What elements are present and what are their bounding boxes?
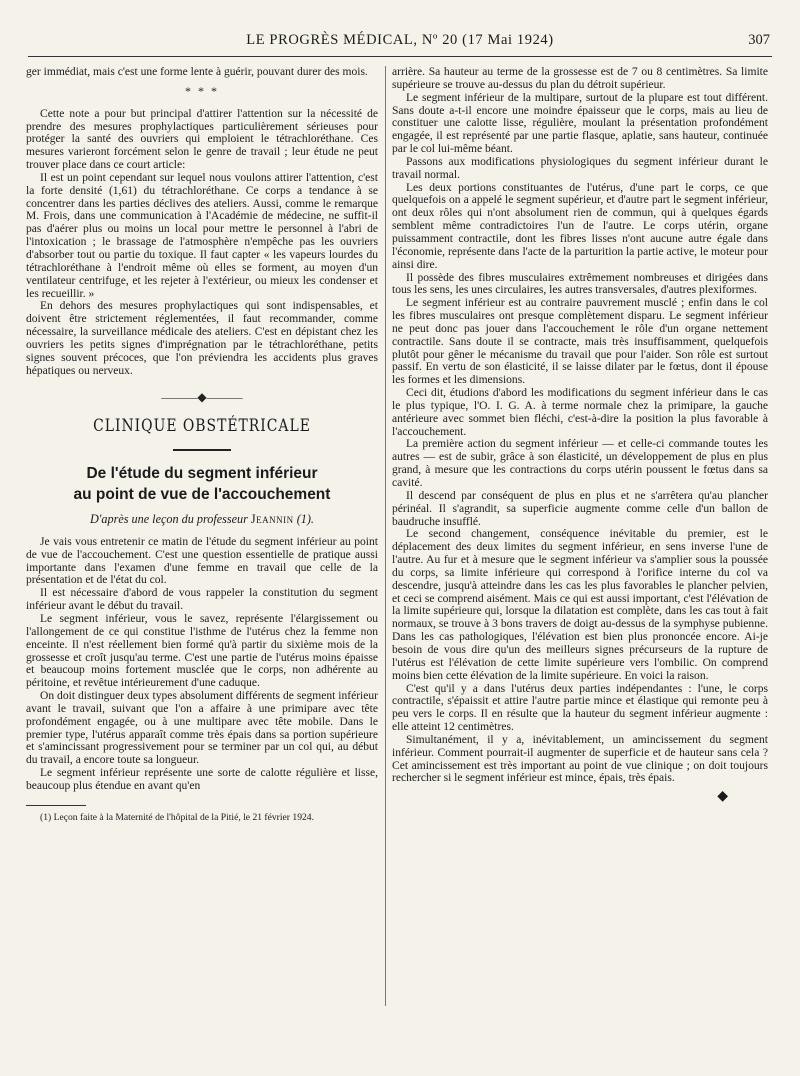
section-divider: ———◆——— (161, 390, 243, 405)
heading-rule (173, 449, 231, 451)
article-title-line-2: au point de vue de l'accouchement (73, 486, 331, 504)
paragraph: Il possède des fibres musculaires extrêmement nombreuses et dirigées dans tous les sens, les unes circulaires, les autres transversales, d'autres plexiformes. (392, 271, 768, 297)
article-title (26, 463, 378, 505)
paragraph: Il descend par conséquent de plus en plus et ne s'arrêtera qu'au plancher périnéal. Il s'agrandit, sa superficie augmente comme celle d'un ballon de baudruche insufflé. (392, 489, 768, 528)
paragraph: Il est nécessaire d'abord de vous rappeler la constitution du segment inférieur avant le début du travail. (26, 587, 378, 613)
paragraph: Cette note a pour but principal d'attirer l'attention sur la nécessité de prendre des mesures prophylactiques particulièrement sérieuses pour protéger la santé des ouvriers qui emploient le tétrachloréthane. Ces mesures varieront forcément selon le genre de travail ; leur étude ne peut trouver place dans ce court article: (26, 107, 378, 172)
paragraph: arrière. Sa hauteur au terme de la grossesse est de 7 ou 8 centimètres. Sa limite supérieure se trouve au-dessus du plan du détroit supérieur. (392, 66, 768, 91)
running-header (28, 30, 772, 57)
article-title-line-1: De l'étude du segment inférieur (86, 465, 318, 483)
paragraph: En dehors des mesures prophylactiques qui sont indispensables, et doivent être strictement réglementées, il faut recommander, comme nécessaire, la surveillance médicale des ateliers. C'est en dépistant chez les ouvriers les petits signes d'imprégnation par le tétrachloréthane, petits signes souvent précoces, que l'on préviendra les accidents plus graves hépatiques ou nerveux. (26, 300, 378, 377)
paragraph: Passons aux modifications physiologiques du segment inférieur durant le travail normal. (392, 155, 768, 181)
author-name: Jeannin (250, 512, 294, 527)
section-stars: * * * (185, 83, 219, 98)
page-number: 307 (748, 32, 770, 48)
byline-suffix: (1). (296, 512, 314, 527)
paragraph: Le segment inférieur est au contraire pauvrement musclé ; enfin dans le col les fibres musculaires ont presque complètement disparu. Le segment inférieur ne peut donc pas jouer dans l'accouchement le rôle d'un organe nettement contractile. Sans doute il se contracte, mais très insuffisamment, quelquefois plutôt pour gêner le mécanisme du travail que pour l'aider. Son rôle est surtout passif. En vertu de son élasticité, il se laisse dilater par le fœtus, dont il épouse les formes et les dimensions. (392, 297, 768, 387)
paragraph: On doit distinguer deux types absolument différents de segment inférieur avant le travail, suivant que l'on a affaire à une primipare avec tête profondément engagée, ou à une multipare avec tête mobile. Dans le premier type, l'utérus apparaît comme très épais dans sa portion supérieure et s'amincissant progressivement pour se terminer par un col qui, au début du travail, a encore toute sa longueur. (26, 690, 378, 767)
byline (26, 513, 378, 526)
paragraph: Le segment inférieur de la multipare, surtout de la plupare est tout différent. Sans doute a-t-il encore une moindre épaisseur que le corps, mais au lieu de constituer une calotte lisse, régulière, moulant la présentation profondément engagée, il est représenté par une partie flasque, aplatie, sans hauteur, continuée par le col lui-même béant. (392, 91, 768, 156)
paragraph: Le segment inférieur, vous le savez, représente l'élargissement ou l'allongement de ce qui constitue l'isthme de l'utérus chez la femme non enceinte. Il n'est réellement bien formé qu'à partir du sixième mois de la grossesse et croît jusqu'au terme. C'est une partie de l'utérus moins épaisse et beaucoup moins fortement musclée que le corps, non adhérente au péritoine, et revêtue intérieurement d'une caduque. (26, 613, 378, 690)
left-column (26, 66, 378, 823)
right-column (392, 66, 768, 804)
journal-title: LE PROGRÈS MÉDICAL, Nº 20 (17 Mai 1924) (246, 32, 554, 48)
end-ornament: ◆ (717, 789, 728, 805)
paragraph: Simultanément, il y a, inévitablement, un amincissement du segment inférieur. Comment pourrait-il augmenter de superficie et de hauteur sans cela ? Cet amincissement est très important au point de vue clinique ; on doit toujours rechercher si le segment inférieur est mince, épais, très épais. (392, 733, 768, 785)
footnote: (1) Leçon faite à la Maternité de l'hôpital de la Pitié, le 21 février 1924. (40, 811, 314, 823)
paragraph: Le segment inférieur représente une sorte de calotte régulière et lisse, beaucoup plus étendue en avant qu'en (26, 767, 378, 792)
section-heading: CLINIQUE OBSTÉTRICALE (93, 416, 311, 437)
paragraph: Le second changement, conséquence inévitable du premier, est le déplacement des deux limites du segment inférieur, en sens inverse l'une de l'autre. Au fur et à mesure que le segment inférieur va s'amplier sous la poussée du corps, sa limite inférieure qui correspond à l'orifice interne du col va descendre, jusqu'à atteindre dans les cas les plus favorables le plancher pelvien, et ceci se comprend aisément. Mais ce qui est aussi important, c'est l'élévation de la limite supérieure qui, lorsque la dilatation est complète, dans les cas tout à fait normaux, se trouve à 3 bons travers de doigt au-dessus de la symphyse pubienne. Dans les cas pathologiques, l'élévation est bien plus prononcée encore. Ai-je besoin de vous dire qu'un des meilleurs signes précurseurs de la rupture de l'utérus est l'élévation de cette limite supérieure vers l'ombilic. On comprend moins bien cette élévation de la limite supérieure. En voici la raison. (392, 528, 768, 682)
paragraph: Il est un point cependant sur lequel nous voulons attirer l'attention, c'est la forte densité (1,61) du tétrachloréthane. Ce corps a tendance à se concentrer dans les parties déclives des ateliers. Aussi, comme le remarque M. Frois, dans une communication à l'Académie de médecine, ne suffit-il pas d'aérer plus ou moins un local pour mettre le personnel à l'abri de l'intoxication ; le brassage de l'atmosphère n'empêche pas les ouvriers d'absorber tout ou partie du toxique. Il faut capter « les vapeurs lourdes du tétrachloréthane à l'endroit même où elles se forment, au moyen d'un ventilateur centrifuge, et les rejeter à l'extérieur, ou mieux les condenser et les recueillir. » (26, 171, 378, 300)
paragraph: C'est qu'il y a dans l'utérus deux parties indépendantes : l'une, le corps contractile, s'épaissit et attire l'autre partie mince et élastique qui remonte peu à peu vers le corps. Il en résulte que la hauteur du segment inférieur augmente : elle atteint 12 centimètres. (392, 682, 768, 734)
paragraph: La première action du segment inférieur — et celle-ci commande toutes les autres — est de subir, grâce à son élasticité, un développement de plus en plus grand, à mesure que les contractions du corps utérin poussent le fœtus dans sa cavité. (392, 438, 768, 489)
byline-prefix: D'après une leçon du professeur (90, 512, 248, 527)
footnote-rule (26, 805, 86, 806)
column-rule (385, 66, 386, 1006)
paragraph: Ceci dit, étudions d'abord les modifications du segment inférieur dans le cas le plus typique, l'O. I. G. A. à terme normale chez la primipare, la gauche antérieure avec sommet bien fléchi, c'est-à-dire la position la plus favorable à l'accouchement. (392, 387, 768, 438)
paragraph: ger immédiat, mais c'est une forme lente à guérir, pouvant durer des mois. (26, 66, 368, 78)
paragraph: Les deux portions constituantes de l'utérus, d'une part le corps, ce que quelquefois on a appelé le segment supérieur, et d'autre part le segment inférieur, ont deux rôles qui n'ont absolument rien de commun, qui à quelques égards semblent même contradictoires l'un de l'autre. Le corps utérin, organe puissamment contractile, dont les fibres lisses n'ont aucune autre égale dans l'économie, représente dans l'acte de la parturition la partie active, le moteur pour ainsi dire. (392, 181, 768, 271)
paragraph: Je vais vous entretenir ce matin de l'étude du segment inférieur au point de vue de l'accouchement. C'est une question essentielle de pratique aussi importante dans l'examen d'une femme en travail que celle de la présentation et de l'état du col. (26, 535, 378, 587)
